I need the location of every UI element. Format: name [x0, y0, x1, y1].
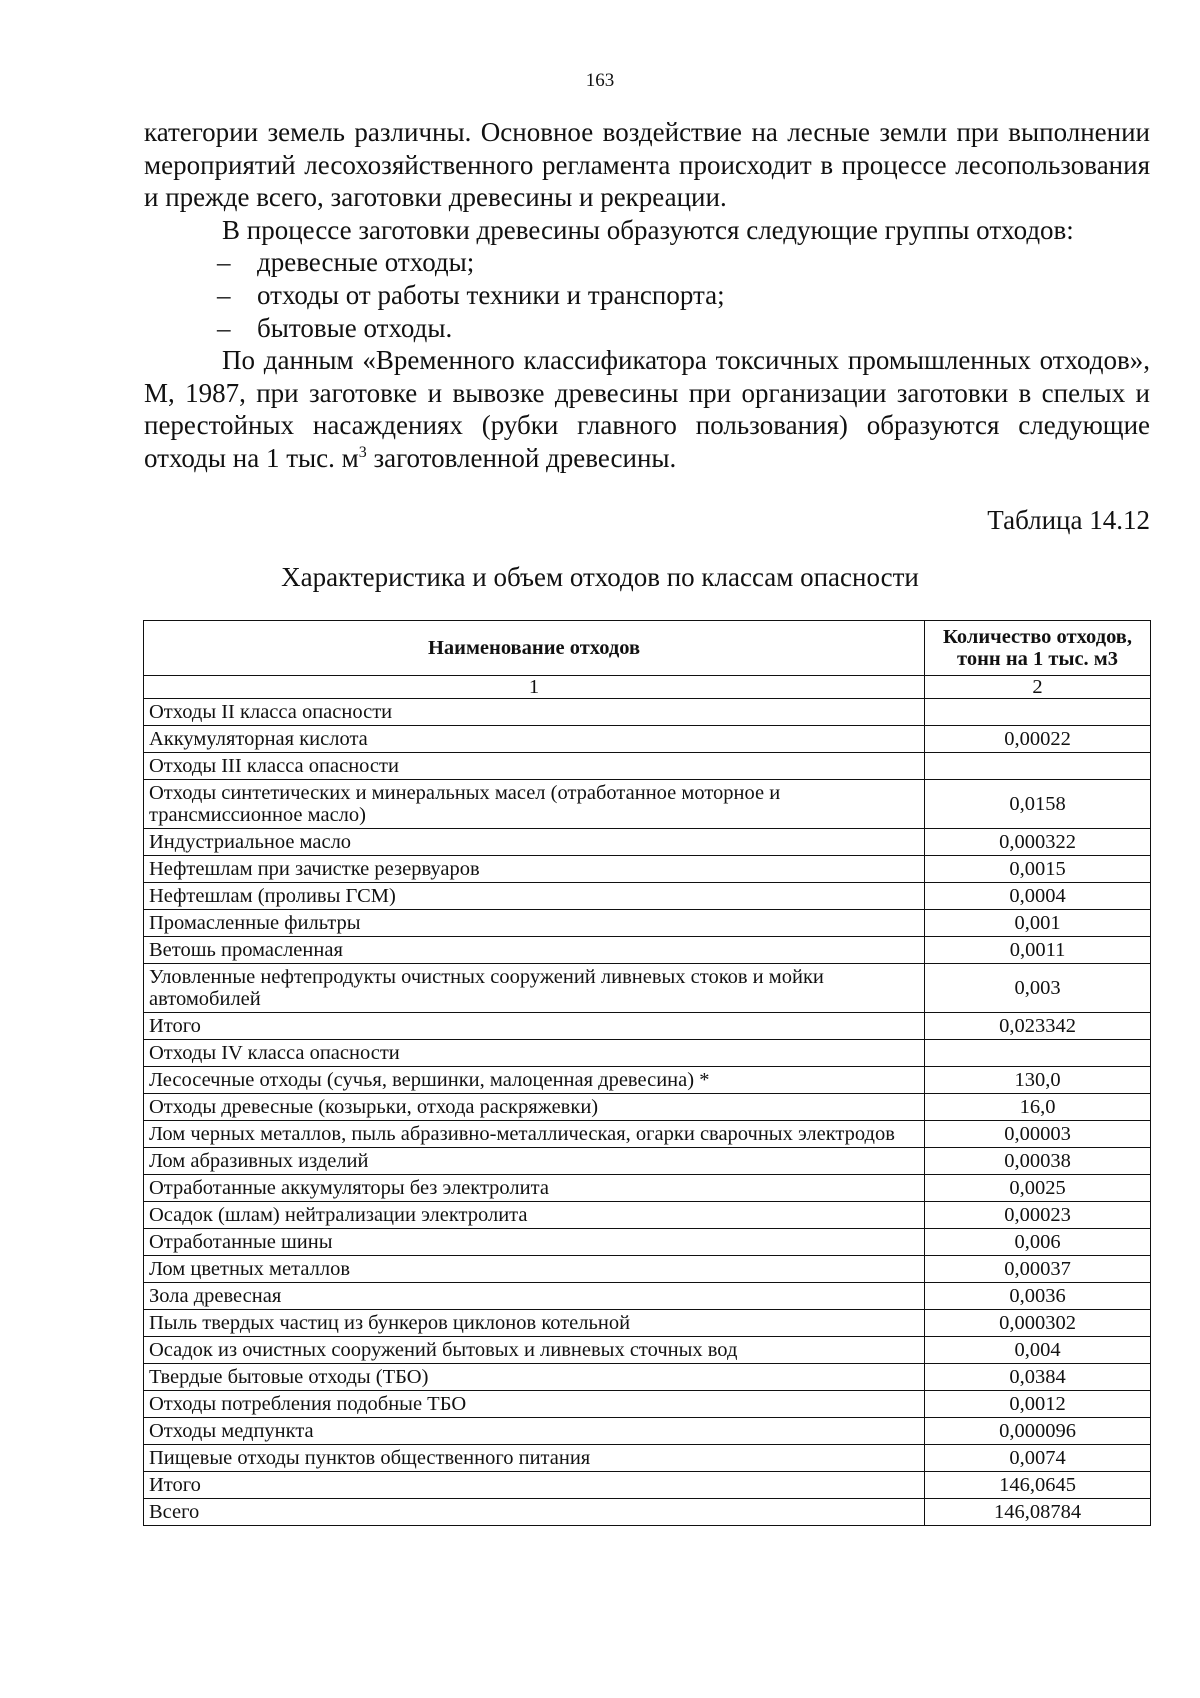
waste-name-cell: Отходы синтетических и минеральных масел (отработанное моторное и трансмиссионное масло): [144, 780, 925, 829]
waste-name-cell: Отходы II класса опасности: [144, 699, 925, 726]
table-row: [144, 1283, 1151, 1310]
dash-bullet: –: [217, 247, 231, 278]
superscript-3: 3: [358, 443, 367, 461]
table-row: [144, 1256, 1151, 1283]
waste-quantity-cell: 0,00003: [925, 1121, 1151, 1148]
table-row: [144, 1094, 1151, 1121]
waste-quantity-cell: [925, 753, 1151, 780]
waste-quantity-cell: 16,0: [925, 1094, 1151, 1121]
waste-name-cell: Индустриальное масло: [144, 829, 925, 856]
header-quantity: [925, 621, 1151, 676]
table-row: [144, 699, 1151, 726]
waste-name-cell: Лом черных металлов, пыль абразивно-металлическая, огарки сварочных электродов: [144, 1121, 925, 1148]
dash-bullet: –: [217, 279, 231, 310]
waste-name-cell: Нефтешлам (проливы ГСМ): [144, 883, 925, 910]
waste-quantity-cell: 0,0004: [925, 883, 1151, 910]
waste-name-cell: Осадок (шлам) нейтрализации электролита: [144, 1202, 925, 1229]
waste-quantity-cell: 0,0025: [925, 1175, 1151, 1202]
table-row: [144, 1013, 1151, 1040]
dash-bullet: –: [217, 312, 231, 343]
table-row: [144, 1148, 1151, 1175]
waste-quantity-cell: 130,0: [925, 1067, 1151, 1094]
waste-name-cell: Отработанные шины: [144, 1229, 925, 1256]
waste-quantity-cell: 0,00037: [925, 1256, 1151, 1283]
table-row: [144, 1175, 1151, 1202]
waste-name-cell: Осадок из очистных сооружений бытовых и ливневых сточных вод: [144, 1337, 925, 1364]
waste-name-cell: Промасленные фильтры: [144, 910, 925, 937]
page-number: 163: [585, 70, 615, 91]
table-row: [144, 1364, 1151, 1391]
list-item-text: бытовые отходы.: [257, 312, 453, 343]
waste-name-cell: Отработанные аккумуляторы без электролита: [144, 1175, 925, 1202]
list-item-text: древесные отходы;: [257, 247, 475, 278]
waste-name-cell: Аккумуляторная кислота: [144, 726, 925, 753]
waste-name-cell: Лом абразивных изделий: [144, 1148, 925, 1175]
header-quantity-line2: тонн на 1 тыс. м3: [957, 648, 1119, 670]
waste-name-cell: Твердые бытовые отходы (ТБО): [144, 1364, 925, 1391]
table-row: [144, 1202, 1151, 1229]
waste-quantity-cell: 0,0158: [925, 780, 1151, 829]
waste-quantity-cell: 0,0012: [925, 1391, 1151, 1418]
waste-name-cell: Отходы IV класса опасности: [144, 1040, 925, 1067]
paragraph-1: категории земель различны. Основное воздействие на лесные земли при выполнении мероприятий лесохозяйственного регламента происходит в процессе лесопользования и прежде всего, заготовки древесины и рекреации.: [144, 117, 1150, 213]
paragraph-3-text: По данным «Временного классификатора токсичных промышленных отходов», М, 1987, при заготовке и вывозке древесины при организации заготовки в спелых и перестойных насаждениях (рубки главного пользования) образуются следующие отходы на 1 тыс. м: [144, 345, 1150, 473]
waste-quantity-cell: 0,004: [925, 1337, 1151, 1364]
waste-name-cell: Отходы потребления подобные ТБО: [144, 1391, 925, 1418]
table-row: [144, 829, 1151, 856]
column-number-row: [144, 676, 1151, 699]
table-row: [144, 1472, 1151, 1499]
table-row: [144, 964, 1151, 1013]
waste-quantity-cell: 0,0036: [925, 1283, 1151, 1310]
waste-name-cell: Лесосечные отходы (сучья, вершинки, малоценная древесина) *: [144, 1067, 925, 1094]
waste-quantity-cell: 0,00022: [925, 726, 1151, 753]
waste-quantity-cell: 146,08784: [925, 1499, 1151, 1526]
waste-quantity-cell: 0,0384: [925, 1364, 1151, 1391]
paragraph-3: [144, 344, 1150, 474]
table-row: [144, 1337, 1151, 1364]
paragraph-2: В процессе заготовки древесины образуются следующие группы отходов:: [222, 214, 1074, 245]
waste-table: [143, 620, 1151, 1526]
waste-name-cell: Отходы древесные (козырьки, отхода раскряжевки): [144, 1094, 925, 1121]
column-number: 2: [925, 676, 1151, 699]
table-header-row: [144, 621, 1151, 676]
body-text: [144, 116, 1150, 475]
list-item: [144, 279, 1150, 312]
waste-name-cell: Зола древесная: [144, 1283, 925, 1310]
waste-name-cell: Всего: [144, 1499, 925, 1526]
waste-name-cell: Итого: [144, 1013, 925, 1040]
waste-name-cell: Отходы медпункта: [144, 1418, 925, 1445]
table-row: [144, 753, 1151, 780]
table-title: Характеристика и объем отходов по классам опасности: [281, 562, 919, 592]
waste-name-cell: Ветошь промасленная: [144, 937, 925, 964]
table-row: [144, 726, 1151, 753]
table-row: [144, 1121, 1151, 1148]
column-number: 1: [144, 676, 925, 699]
list-item-text: отходы от работы техники и транспорта;: [257, 279, 725, 310]
paragraph-3-tail: заготовленной древесины.: [366, 442, 677, 473]
table-row: [144, 1499, 1151, 1526]
waste-quantity-cell: 0,003: [925, 964, 1151, 1013]
table-row: [144, 1310, 1151, 1337]
waste-quantity-cell: [925, 699, 1151, 726]
waste-quantity-cell: 0,0074: [925, 1445, 1151, 1472]
table-row: [144, 883, 1151, 910]
waste-name-cell: Нефтешлам при зачистке резервуаров: [144, 856, 925, 883]
header-name: Наименование отходов: [144, 621, 925, 676]
waste-quantity-cell: 0,001: [925, 910, 1151, 937]
table-row: [144, 1445, 1151, 1472]
table-label: Таблица 14.12: [987, 505, 1150, 535]
waste-name-cell: Отходы III класса опасности: [144, 753, 925, 780]
waste-quantity-cell: 0,000322: [925, 829, 1151, 856]
waste-name-cell: Пищевые отходы пунктов общественного питания: [144, 1445, 925, 1472]
waste-quantity-cell: 0,000302: [925, 1310, 1151, 1337]
table-row: [144, 856, 1151, 883]
waste-quantity-cell: 0,006: [925, 1229, 1151, 1256]
waste-groups-list: [144, 246, 1150, 344]
waste-quantity-cell: 0,00038: [925, 1148, 1151, 1175]
waste-name-cell: Итого: [144, 1472, 925, 1499]
waste-quantity-cell: 0,023342: [925, 1013, 1151, 1040]
list-item: [144, 312, 1150, 345]
table-row: [144, 1040, 1151, 1067]
table-row: [144, 937, 1151, 964]
list-item: [144, 246, 1150, 279]
header-quantity-line1: Количество отходов,: [943, 626, 1133, 648]
table-row: [144, 1391, 1151, 1418]
waste-quantity-cell: 0,0011: [925, 937, 1151, 964]
waste-name-cell: Уловленные нефтепродукты очистных сооружений ливневых стоков и мойки автомобилей: [144, 964, 925, 1013]
table-row: [144, 910, 1151, 937]
table-row: [144, 1418, 1151, 1445]
table-row: [144, 780, 1151, 829]
waste-quantity-cell: 0,000096: [925, 1418, 1151, 1445]
table-row: [144, 1067, 1151, 1094]
waste-name-cell: Пыль твердых частиц из бункеров циклонов котельной: [144, 1310, 925, 1337]
table-row: [144, 1229, 1151, 1256]
waste-quantity-cell: 0,00023: [925, 1202, 1151, 1229]
waste-quantity-cell: 146,0645: [925, 1472, 1151, 1499]
waste-quantity-cell: 0,0015: [925, 856, 1151, 883]
waste-name-cell: Лом цветных металлов: [144, 1256, 925, 1283]
waste-quantity-cell: [925, 1040, 1151, 1067]
